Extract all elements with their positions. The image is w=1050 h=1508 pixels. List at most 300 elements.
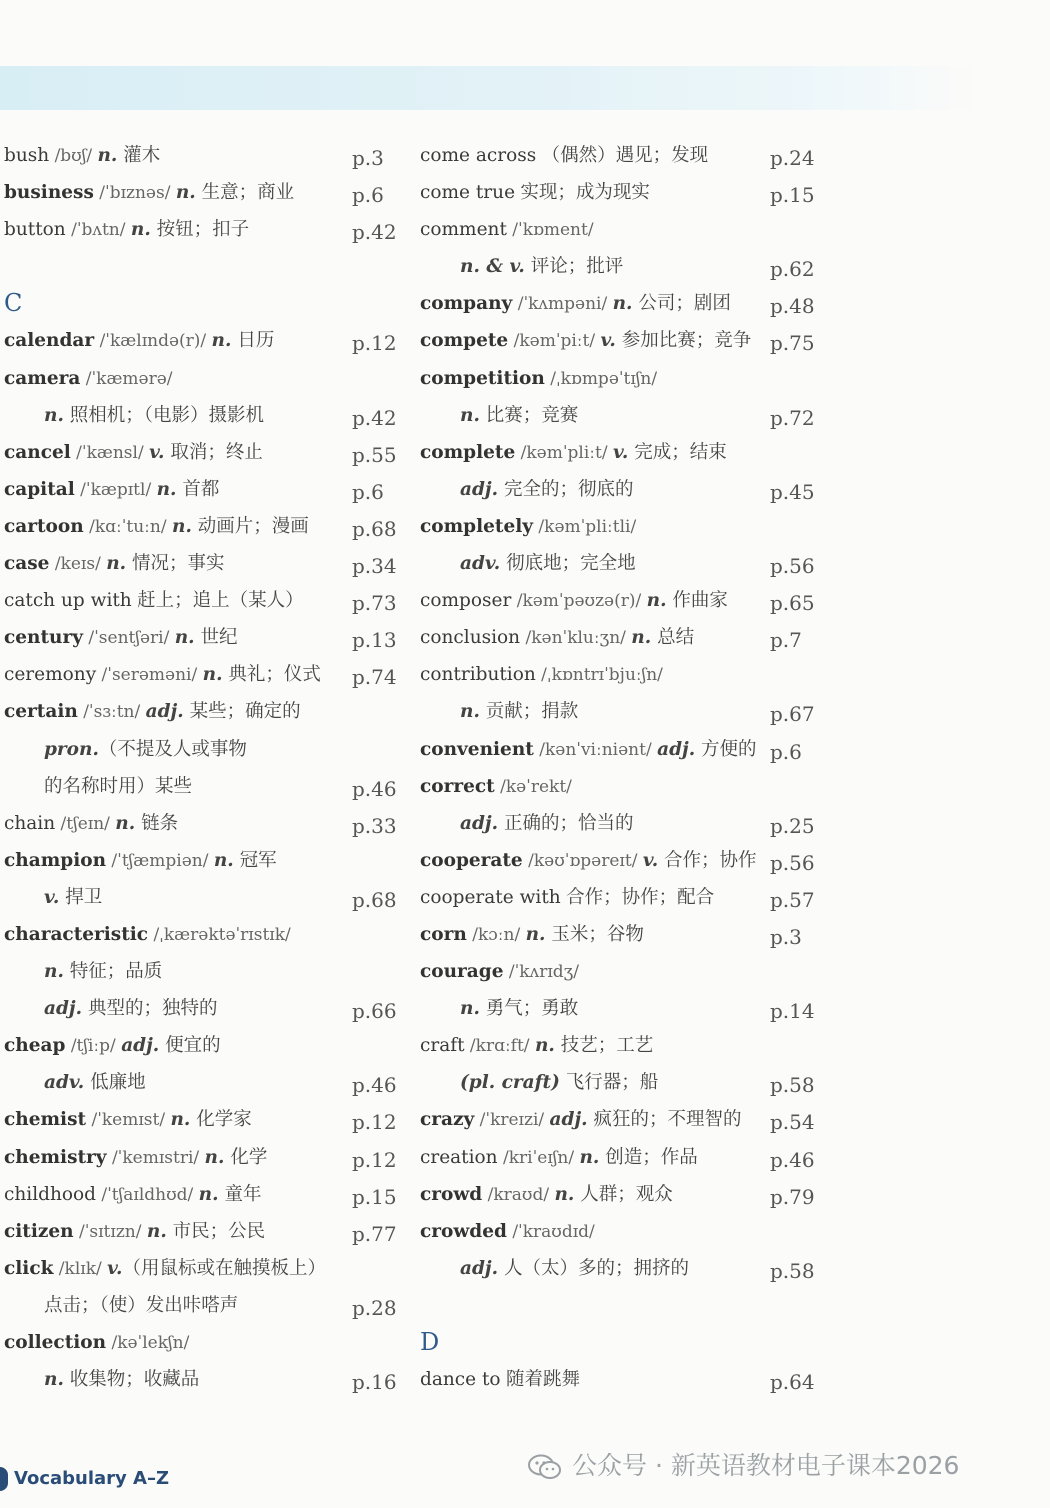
definition: 疯狂的；不理智的: [587, 1109, 742, 1131]
definition: 公司；剧团: [632, 293, 731, 315]
headword: completely: [420, 515, 534, 537]
entry-text: [4, 545, 225, 583]
headword: certain: [4, 701, 78, 723]
part-of-speech: n.: [44, 961, 64, 983]
part-of-speech: pron.: [44, 738, 99, 760]
part-of-speech: n.: [460, 404, 480, 426]
entry-row: [4, 842, 404, 879]
page-reference: p.33: [352, 813, 397, 838]
definition: 技艺；工艺: [554, 1035, 654, 1057]
entry-text: [460, 1250, 689, 1287]
entry-row: [4, 137, 404, 174]
watermark-text: 公众号 · 新英语教材电子课本2026: [572, 1451, 960, 1480]
headword: calendar: [4, 330, 95, 352]
headword: crazy: [420, 1109, 475, 1131]
entry-text: [420, 731, 757, 769]
phonetic: /kənˈkluːʒn/: [520, 628, 632, 649]
entry-row: [4, 582, 404, 619]
part-of-speech: v.: [642, 849, 659, 871]
part-of-speech: adj.: [460, 1257, 499, 1279]
entry-row: [420, 211, 820, 248]
definition: 化学家: [190, 1109, 252, 1131]
headword: cooperate with: [420, 886, 561, 908]
entry-text: [4, 360, 173, 398]
entry-text: [460, 248, 623, 285]
entry-text: [4, 1027, 221, 1065]
definition: 合作；协作；配合: [566, 886, 715, 908]
definition: 实现；成为现实: [520, 182, 650, 204]
part-of-speech: adj.: [44, 998, 83, 1020]
entry-row: [4, 174, 404, 211]
entry-row: [420, 322, 820, 359]
part-of-speech: n.: [146, 1220, 167, 1242]
definition: 童年: [218, 1183, 262, 1205]
headword: creation: [420, 1146, 498, 1168]
phonetic: /ˈkælɪndə(r)/: [94, 331, 212, 352]
headword: correct: [420, 775, 495, 797]
entry-text: [460, 397, 578, 434]
phonetic: /ˈkreɪzi/: [474, 1110, 550, 1131]
entry-row: [420, 1064, 820, 1101]
page-reference: p.79: [770, 1184, 815, 1209]
page-reference: p.3: [352, 146, 384, 170]
phonetic: /ˈkʌrɪdʒ/: [503, 962, 579, 983]
headword: courage: [420, 961, 504, 983]
definition: 点击；（使）发出咔嗒声: [44, 1294, 239, 1316]
definition: 人（太）多的；拥挤的: [498, 1257, 689, 1279]
phonetic: /bʊʃ/: [49, 146, 98, 166]
page-reference: p.6: [770, 739, 802, 764]
phonetic: /kənˈviːniənt/: [533, 739, 658, 760]
entry-row: [420, 248, 820, 285]
entry-row: [4, 731, 404, 768]
part-of-speech: n.: [579, 1146, 600, 1168]
page-reference: p.65: [770, 591, 815, 616]
entry-row: [420, 360, 820, 397]
definition: （用鼠标或在触摸板上）: [122, 1257, 327, 1279]
definition: 方便的: [695, 738, 757, 760]
entry-row: [4, 1250, 404, 1287]
entry-row: [420, 1027, 820, 1064]
entry-row: [420, 619, 820, 656]
definition: 勇气；勇敢: [479, 998, 579, 1020]
page-reference: p.48: [770, 294, 815, 319]
definition: 玉米；谷物: [545, 923, 644, 945]
part-of-speech: n.: [106, 553, 127, 575]
entry-text: [420, 137, 708, 175]
page-reference: p.56: [770, 850, 815, 875]
entry-row: [4, 397, 404, 434]
part-of-speech: n.: [460, 701, 480, 723]
headword: capital: [4, 478, 75, 500]
page-reference: p.73: [352, 591, 397, 616]
phonetic: /ˈkemɪstri/: [106, 1147, 205, 1168]
definition: 取消；终止: [164, 441, 263, 463]
entry-text: [4, 211, 249, 249]
page-reference: p.42: [352, 405, 397, 430]
entry-text: [420, 656, 663, 694]
definition: 低廉地: [84, 1072, 146, 1094]
entry-text: [4, 693, 301, 731]
page-reference: p.12: [352, 1110, 397, 1135]
entry-text: [4, 619, 238, 657]
part-of-speech: v.: [44, 886, 60, 908]
headword: collection: [4, 1332, 107, 1353]
entry-text: [4, 508, 309, 546]
entry-row: [420, 397, 820, 434]
phonetic: /ˈserəməni/: [96, 665, 203, 686]
entry-text: [4, 1139, 267, 1177]
entry-row: [420, 768, 820, 805]
phonetic: /kraʊd/: [482, 1184, 555, 1205]
entry-row: [4, 916, 404, 953]
headword: business: [4, 182, 94, 204]
entry-text: [4, 137, 160, 175]
entry-text: [4, 656, 321, 694]
part-of-speech: n.: [631, 627, 652, 649]
entry-row: [4, 360, 404, 397]
entry-text: [4, 174, 294, 212]
entry-row: [420, 731, 820, 768]
part-of-speech: v.: [149, 441, 165, 463]
entry-row: [420, 1213, 820, 1250]
headword: bush: [4, 145, 50, 166]
phonetic: /ˈkemɪst/: [86, 1110, 171, 1131]
headword: childhood: [4, 1183, 96, 1205]
entry-text: [460, 990, 578, 1027]
definition: 参加比赛；竞争: [615, 330, 752, 352]
entry-text: [44, 1361, 199, 1398]
phonetic: /ˈkraʊdɪd/: [506, 1221, 595, 1242]
part-of-speech: n.: [204, 1146, 225, 1168]
definition: 动画片；漫画: [191, 515, 309, 537]
entry-row: [4, 805, 404, 842]
spacer-row: [4, 248, 404, 285]
entry-text: [420, 953, 579, 991]
entry-text: [420, 916, 644, 954]
wechat-icon: [528, 1454, 562, 1480]
page-reference: p.3: [770, 924, 802, 949]
definition: 随着跳舞: [505, 1369, 580, 1391]
headword: catch up with: [4, 590, 132, 612]
entry-row: [420, 1250, 820, 1287]
definition: 按钮；扣子: [150, 219, 250, 241]
headword: champion: [4, 849, 107, 871]
entry-row: [420, 693, 820, 730]
page-reference: p.14: [770, 999, 815, 1024]
part-of-speech: n.: [646, 590, 667, 612]
entry-row: [420, 879, 820, 916]
page-reference: p.77: [352, 1221, 397, 1246]
entry-row: [4, 1176, 404, 1213]
phonetic: /kəˈrekt/: [494, 776, 572, 797]
phonetic: /kəmˈpəʊzə(r)/: [511, 591, 647, 612]
headword: convenient: [420, 738, 534, 760]
entry-row: [4, 879, 404, 916]
page-reference: p.34: [352, 554, 397, 579]
page-reference: p.12: [352, 1147, 397, 1172]
headword: century: [4, 627, 83, 649]
entry-text: [44, 879, 102, 916]
entry-text: [4, 434, 263, 472]
headword: dance to: [420, 1369, 501, 1391]
entry-row: [420, 434, 820, 471]
headword: button: [4, 219, 66, 241]
headword: company: [420, 293, 513, 315]
part-of-speech: n.: [525, 923, 546, 945]
page-reference: p.57: [770, 887, 815, 912]
part-of-speech: n.: [198, 1183, 219, 1205]
footer: [0, 1462, 169, 1496]
definition: 灌木: [117, 145, 161, 166]
letter-heading: C: [4, 289, 23, 318]
entry-text: [420, 508, 636, 546]
entry-text: [420, 211, 594, 249]
phonetic: /kriˈeɪʃn/: [497, 1147, 580, 1168]
entry-row: [420, 990, 820, 1027]
entry-row: [4, 1101, 404, 1138]
entry-text: [420, 1027, 653, 1065]
entry-text: [420, 285, 731, 323]
entry-text: [420, 1139, 698, 1177]
part-of-speech: n.: [534, 1035, 555, 1057]
spacer-row: [420, 1287, 820, 1324]
headword: characteristic: [4, 923, 149, 945]
entry-row: [4, 619, 404, 656]
headword: crowd: [420, 1183, 483, 1205]
part-of-speech: adj.: [121, 1035, 160, 1057]
entry-row: [420, 805, 820, 842]
definition: 生意；商业: [195, 182, 295, 204]
definition: 创造；作品: [599, 1146, 698, 1168]
part-of-speech: n.: [170, 1109, 191, 1131]
part-of-speech: n. & v.: [460, 256, 525, 278]
entry-text: [4, 916, 291, 954]
definition: 人群；观众: [574, 1183, 673, 1205]
headword: chemist: [4, 1109, 87, 1131]
part-of-speech: n.: [130, 219, 151, 241]
entry-row: [420, 508, 820, 545]
page-reference: p.54: [770, 1110, 815, 1135]
entry-row: [4, 434, 404, 471]
entry-text: [420, 1176, 673, 1214]
phonetic: /tʃiːp/: [65, 1036, 122, 1057]
entry-text: [420, 1101, 741, 1139]
entry-row: [420, 582, 820, 619]
phonetic: /krɑːft/: [464, 1036, 535, 1057]
page-reference: p.66: [352, 999, 397, 1024]
entry-text: [420, 879, 714, 917]
part-of-speech: v.: [107, 1257, 123, 1279]
page-reference: p.25: [770, 813, 815, 838]
page-reference: p.62: [770, 257, 815, 282]
definition: 彻底地；完全地: [500, 553, 636, 575]
page-reference: p.55: [352, 442, 397, 467]
part-of-speech: adj.: [549, 1109, 588, 1131]
entry-row: [420, 842, 820, 879]
definition: 典礼；仪式: [222, 664, 321, 686]
phonetic: /ˈkʌmpəni/: [512, 294, 613, 315]
headword: cheap: [4, 1035, 66, 1057]
phonetic: /ˈkæpɪtl/: [74, 479, 157, 500]
part-of-speech: n.: [612, 293, 633, 315]
entry-row: [4, 990, 404, 1027]
phonetic: /ˈkænsl/: [70, 442, 150, 463]
headword: contribution: [420, 664, 536, 686]
phonetic: /ˈtʃaɪldhʊd/: [96, 1184, 199, 1205]
part-of-speech: adj.: [460, 812, 499, 834]
page-reference: p.13: [352, 628, 397, 653]
definition: （不提及人或事物: [98, 738, 247, 760]
headword: ceremony: [4, 664, 97, 686]
watermark: [528, 1446, 959, 1486]
phonetic: /ˌkærəktəˈrɪstɪk/: [148, 924, 291, 945]
entry-row: [420, 1139, 820, 1176]
entry-text: [420, 322, 751, 360]
entry-text: [460, 805, 633, 842]
headword: corn: [420, 923, 467, 945]
phonetic: /ˈsɪtɪzn/: [73, 1221, 147, 1242]
headword: citizen: [4, 1220, 74, 1242]
entry-row: [4, 1324, 404, 1361]
definition: 正确的；恰当的: [498, 812, 634, 834]
part-of-speech: n.: [213, 849, 234, 871]
letter-heading-row: [420, 1324, 820, 1361]
part-of-speech: n.: [115, 812, 136, 834]
entry-text: [420, 842, 757, 880]
page-reference: p.6: [352, 479, 384, 504]
entry-text: [460, 471, 633, 508]
phonetic: /kəʊˈɒpəreɪt/: [522, 850, 643, 871]
part-of-speech: v.: [612, 441, 629, 463]
entry-text: [4, 1250, 326, 1288]
phonetic: /ˌkɒmpəˈtɪʃn/: [544, 368, 658, 389]
entry-row: [420, 953, 820, 990]
page-reference: p.64: [770, 1370, 815, 1395]
phonetic: /ˈkɒment/: [506, 220, 594, 241]
headword: chemistry: [4, 1146, 107, 1168]
part-of-speech: n.: [174, 627, 195, 649]
entry-text: [460, 693, 578, 730]
page-reference: p.58: [770, 1073, 815, 1098]
headword: crowded: [420, 1220, 507, 1242]
entry-row: [4, 545, 404, 582]
entry-text: [4, 1101, 252, 1139]
entry-text: [420, 619, 694, 657]
entry-text: [420, 582, 728, 620]
part-of-speech: n.: [156, 478, 177, 500]
entry-text: [420, 768, 572, 806]
definition: 捍卫: [59, 886, 103, 908]
entry-text: [420, 434, 727, 472]
part-of-speech: adv.: [460, 553, 501, 575]
page-reference: p.68: [352, 887, 397, 912]
definition: 的名称时用）某些: [44, 775, 193, 797]
page-reference: p.74: [352, 665, 397, 690]
entry-text: [44, 990, 217, 1027]
page-reference: p.15: [352, 1184, 397, 1209]
definition: 市民；公民: [166, 1220, 266, 1242]
entry-text: [4, 1324, 189, 1362]
definition: 化学: [224, 1146, 268, 1168]
entry-row: [4, 322, 404, 359]
headword: complete: [420, 441, 516, 463]
part-of-speech: v.: [600, 330, 616, 352]
page-reference: p.28: [352, 1295, 397, 1320]
page-reference: p.15: [770, 183, 815, 208]
entry-row: [420, 545, 820, 582]
phonetic: /kəmˈpiːt/: [508, 331, 601, 352]
entry-row: [4, 1361, 404, 1398]
page-reference: p.46: [770, 1147, 815, 1172]
page-reference: p.45: [770, 479, 815, 504]
entry-row: [4, 508, 404, 545]
entry-row: [4, 1213, 404, 1250]
definition: 特征；品质: [63, 961, 163, 983]
part-of-speech: (pl. craft): [460, 1072, 560, 1094]
letter-heading: D: [420, 1328, 440, 1356]
part-of-speech: n.: [175, 182, 196, 204]
right-column: [420, 137, 820, 1398]
entry-row: [420, 137, 820, 174]
definition: 贡献；捐款: [479, 701, 579, 723]
headword: cooperate: [420, 849, 523, 871]
phonetic: /ˈtʃæmpiən/: [106, 850, 214, 871]
entry-text: [420, 1361, 580, 1399]
headword: comment: [420, 219, 507, 241]
phonetic: /kɔːn/: [466, 924, 526, 945]
page-reference: p.75: [770, 331, 815, 356]
footer-marker: [0, 1467, 8, 1491]
page-reference: p.16: [352, 1370, 397, 1395]
entry-text: [44, 1287, 238, 1324]
page-reference: p.72: [770, 405, 815, 430]
entry-row: [420, 656, 820, 693]
entry-row: [420, 1176, 820, 1213]
headword: cartoon: [4, 515, 84, 537]
headword: cancel: [4, 441, 71, 463]
part-of-speech: n.: [460, 998, 480, 1020]
phonetic: /ˈbɪznəs/: [93, 183, 176, 204]
headword: competition: [420, 367, 545, 389]
part-of-speech: adj.: [145, 701, 184, 723]
definition: 便宜的: [159, 1035, 221, 1057]
page-reference: p.56: [770, 554, 815, 579]
entry-text: [4, 1213, 265, 1251]
definition: 照相机；（电影）摄影机: [63, 404, 265, 426]
page-reference: p.46: [352, 1073, 397, 1098]
entry-row: [420, 1361, 820, 1398]
letter-heading-row: [4, 285, 404, 322]
part-of-speech: adj.: [460, 478, 499, 500]
page-reference: p.7: [770, 628, 802, 653]
entry-row: [420, 1101, 820, 1138]
definition: 飞行器；船: [559, 1072, 659, 1094]
phonetic: /klɪk/: [53, 1258, 108, 1279]
entry-text: [4, 322, 274, 360]
part-of-speech: n.: [202, 664, 223, 686]
part-of-speech: adv.: [44, 1072, 85, 1094]
phonetic: /kɑːˈtuːn/: [83, 516, 172, 537]
entry-row: [4, 1027, 404, 1064]
entry-row: [4, 656, 404, 693]
entry-text: [420, 360, 657, 398]
definition: 日历: [231, 330, 275, 352]
definition: 情况；事实: [126, 553, 225, 575]
entry-row: [4, 1287, 404, 1324]
part-of-speech: adj.: [657, 738, 696, 760]
page-reference: p.58: [770, 1258, 815, 1283]
